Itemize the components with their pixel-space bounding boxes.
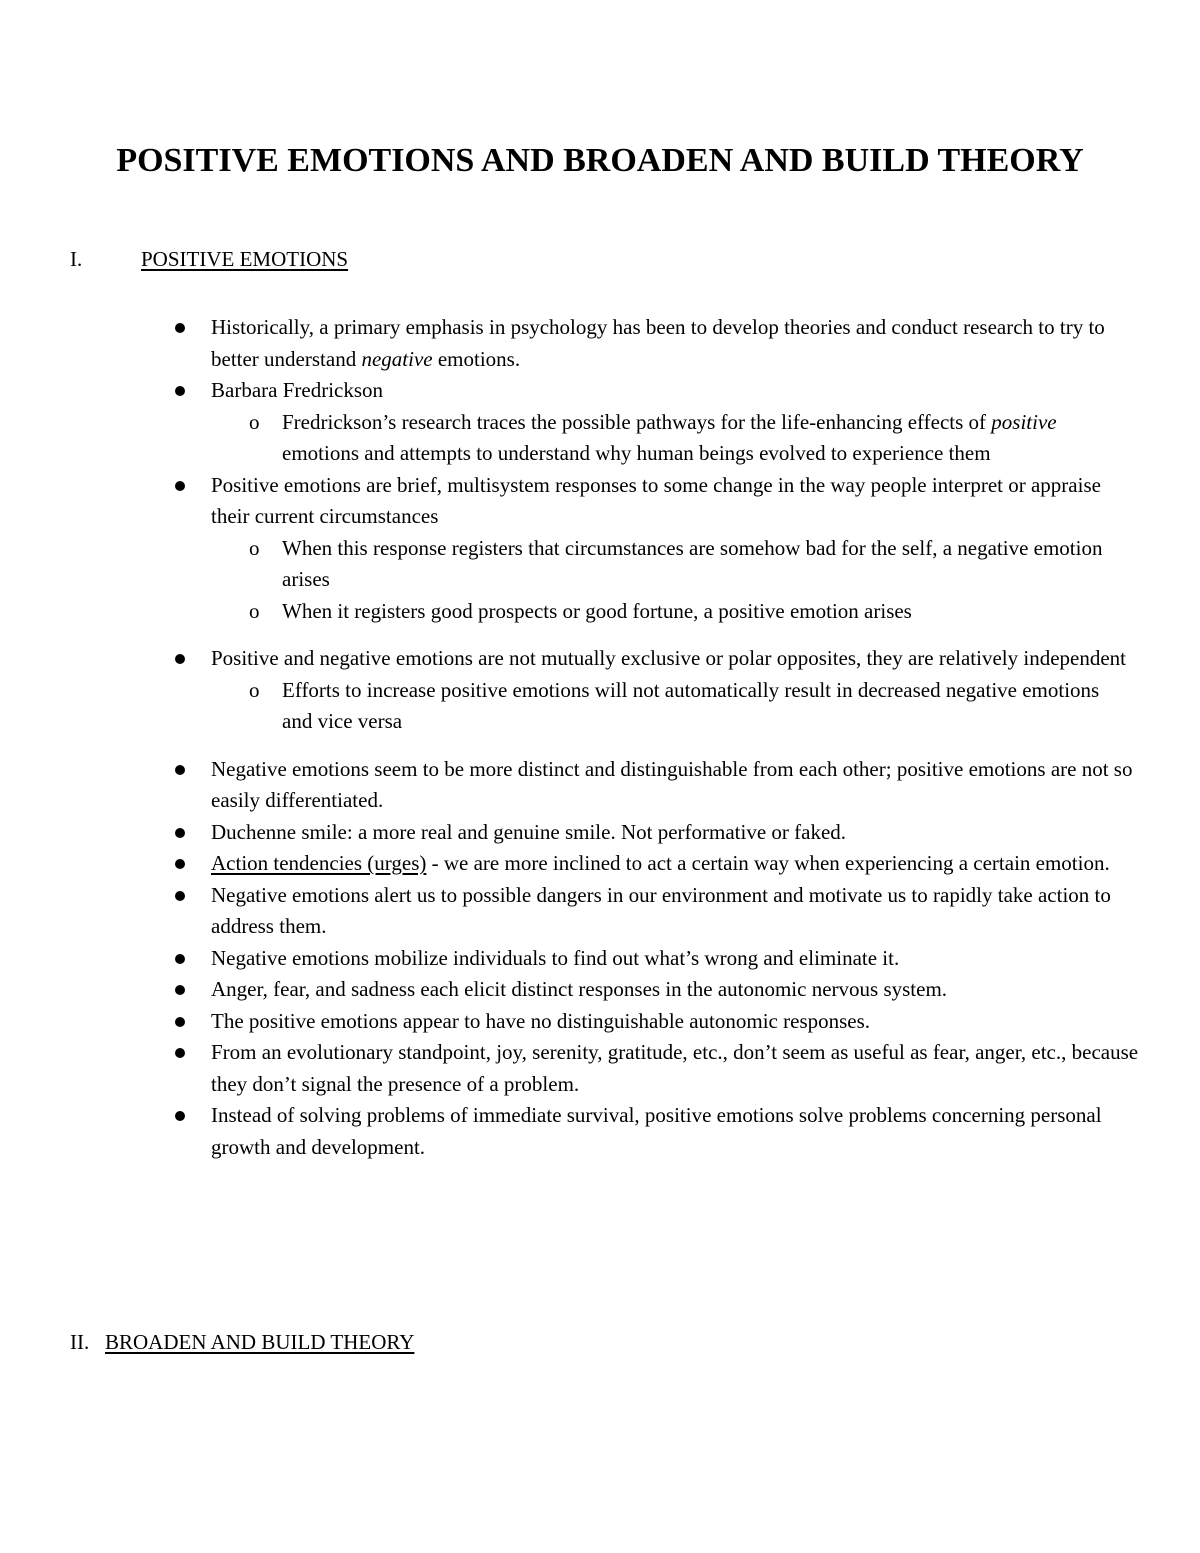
list-item [0, 1006, 1200, 1038]
bullet-list [0, 312, 1200, 1163]
list-item-text: The positive emotions appear to have no distinguishable autonomic responses. [211, 1008, 871, 1033]
emphasis-text: negative [361, 346, 433, 371]
bullet-dot [175, 654, 185, 664]
list-item [0, 312, 1200, 375]
list-item [0, 1037, 1200, 1100]
document-title: POSITIVE EMOTIONS AND BROADEN AND BUILD THEORY [116, 142, 1084, 179]
section-heading-positive-emotions [70, 245, 348, 273]
list-item-text: Historically, a primary emphasis in psychology has been to develop theories and conduct research to try to better understand [211, 315, 1105, 371]
bullet-dot [175, 1017, 185, 1027]
list-item [0, 375, 1200, 470]
bullet-dot [175, 828, 185, 838]
emphasis-text: positive [991, 409, 1057, 434]
underlined-term: Action tendencies (urges) [211, 851, 427, 875]
list-item [0, 1100, 1200, 1163]
bullet-dot [175, 1048, 185, 1058]
list-item-text: Duchenne smile: a more real and genuine smile. Not performative or faked. [211, 819, 847, 844]
sub-item-text: Efforts to increase positive emotions will not automatically result in decreased negative emotions and vice versa [282, 677, 1100, 733]
bullet-dot [175, 481, 185, 491]
list-item-text: From an evolutionary standpoint, joy, serenity, gratitude, etc., don’t seem as useful as fear, anger, etc., because they don’t signal the presence of a problem. [211, 1040, 1139, 1096]
bullet-dot [175, 891, 185, 901]
list-item [0, 643, 1200, 738]
sub-bullet-marker: o [249, 409, 260, 434]
list-item-text: emotions. [432, 346, 521, 371]
sub-item-text: When it registers good prospects or good fortune, a positive emotion arises [282, 598, 912, 623]
bullet-dot [175, 954, 185, 964]
sub-list [211, 533, 1140, 628]
section-heading-text: BROADEN AND BUILD THEORY [105, 1330, 415, 1354]
sub-list-item [211, 533, 1140, 596]
sub-list [211, 675, 1140, 738]
sub-item-text: Fredrickson’s research traces the possible pathways for the life-enhancing effects of [282, 409, 992, 434]
list-item-text: Negative emotions alert us to possible dangers in our environment and motivate us to rapidly take action to address them. [211, 882, 1111, 938]
list-item-text: Barbara Fredrickson [211, 378, 384, 402]
list-item-text: Negative emotions seem to be more distinct and distinguishable from each other; positive emotions are not so easily differentiated. [211, 756, 1133, 812]
sub-bullet-marker: o [249, 677, 260, 702]
sub-list-item [211, 407, 1140, 470]
sub-item-text: When this response registers that circumstances are somehow bad for the self, a negative emotion arises [282, 535, 1103, 591]
bullet-dot [175, 323, 185, 333]
list-item-text: - we are more inclined to act a certain way when experiencing a certain emotion. [426, 851, 1110, 875]
list-item [0, 974, 1200, 1006]
bullet-dot [175, 1111, 185, 1121]
list-item [0, 943, 1200, 975]
list-item-text: Instead of solving problems of immediate survival, positive emotions solve problems concerning personal growth and development. [211, 1103, 1102, 1159]
sub-bullet-marker: o [249, 535, 260, 560]
section-heading-broaden-and-build [70, 1328, 414, 1356]
section-number: II. [70, 1330, 90, 1354]
list-item [0, 754, 1200, 817]
list-item [0, 880, 1200, 943]
sub-list-item [211, 596, 1140, 628]
list-item-text: Negative emotions mobilize individuals to find out what’s wrong and eliminate it. [211, 945, 900, 970]
section-heading-text: POSITIVE EMOTIONS [141, 247, 349, 271]
section-number: I. [70, 247, 83, 271]
list-item [0, 817, 1200, 849]
bullet-dot [175, 386, 185, 396]
bullet-dot [175, 859, 185, 869]
list-item-text: Positive emotions are brief, multisystem responses to some change in the way people interpret or appraise their current circumstances [211, 472, 1101, 528]
list-item-text: Anger, fear, and sadness each elicit distinct responses in the autonomic nervous system. [211, 977, 948, 1001]
sub-list-item [211, 675, 1140, 738]
sub-list [211, 407, 1140, 470]
sub-item-text: emotions and attempts to understand why human beings evolved to experience them [282, 441, 991, 465]
list-item-text: Positive and negative emotions are not mutually exclusive or polar opposites, they are relatively independent [211, 646, 1126, 670]
bullet-dot [175, 765, 185, 775]
bullet-dot [175, 985, 185, 995]
list-item [0, 470, 1200, 628]
list-item [0, 848, 1200, 880]
sub-bullet-marker: o [249, 598, 260, 623]
